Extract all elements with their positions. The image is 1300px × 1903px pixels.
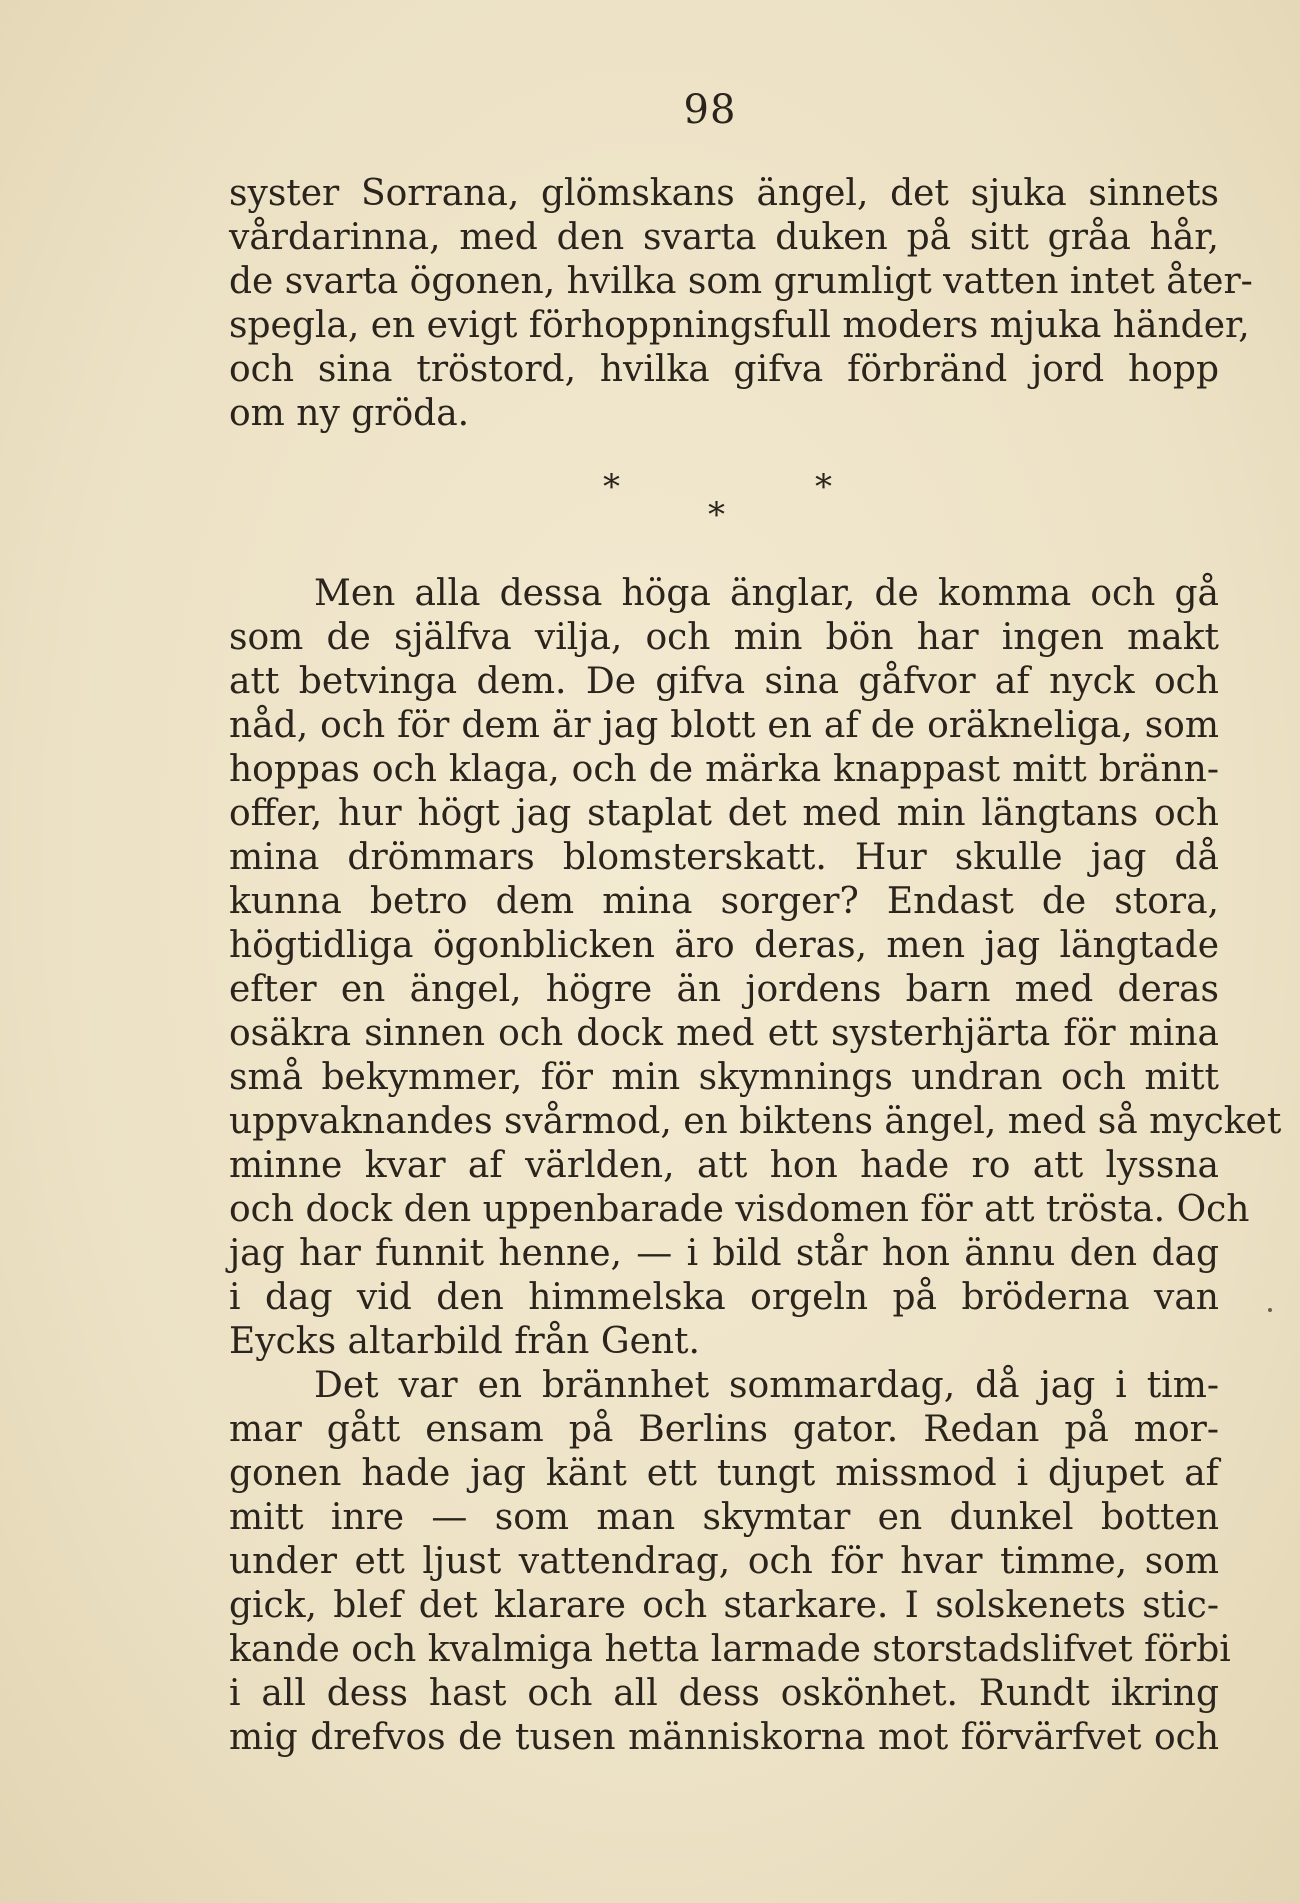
text-line: spegla, en evigt förhoppningsfull moders mjuka händer,	[229, 305, 1250, 346]
asterisk-ornament: *	[708, 495, 725, 535]
text-line: mar gått ensam på Berlins gator. Redan på mor-	[229, 1409, 1219, 1450]
text-line: osäkra sinnen och dock med ett systerhjärta för mina	[229, 1013, 1219, 1054]
text-line: att betvinga dem. De gifva sina gåfvor af nyck och	[229, 661, 1219, 702]
text-line: kunna betro dem mina sorger? Endast de stora,	[229, 881, 1219, 922]
asterisk-ornament: *	[603, 467, 620, 507]
text-line: mitt inre — som man skymtar en dunkel botten	[229, 1497, 1219, 1538]
text-line: i dag vid den himmelska orgeln på bröderna van	[229, 1277, 1219, 1318]
text-line: som de själfva vilja, och min bön har ingen makt	[229, 617, 1219, 658]
text-line: efter en ängel, högre än jordens barn med deras	[229, 969, 1219, 1010]
text-line: Men alla dessa höga änglar, de komma och gå	[314, 573, 1219, 614]
text-line: gick, blef det klarare och starkare. I solskenets stic-	[229, 1585, 1219, 1626]
text-line: mina drömmars blomsterskatt. Hur skulle jag då	[229, 837, 1219, 878]
text-line: om ny gröda.	[229, 393, 470, 434]
text-line: hoppas och klaga, och de märka knappast mitt bränn-	[229, 749, 1219, 790]
text-line: under ett ljust vattendrag, och för hvar timme, som	[229, 1541, 1219, 1582]
text-line: gonen hade jag känt ett tungt missmod i djupet af	[229, 1453, 1219, 1494]
text-line: uppvaknandes svårmod, en biktens ängel, med så mycket	[229, 1101, 1282, 1142]
text-line: syster Sorrana, glömskans ängel, det sjuka sinnets	[229, 173, 1219, 214]
text-line: och dock den uppenbarade visdomen för att trösta. Och	[229, 1189, 1250, 1230]
text-line: Det var en brännhet sommardag, då jag i tim-	[314, 1365, 1219, 1406]
asterisk-ornament: *	[815, 467, 832, 507]
text-line: offer, hur högt jag staplat det med min längtans och	[229, 793, 1219, 834]
paragraph-two-and-three	[229, 572, 1282, 1760]
text-line: och sina tröstord, hvilka gifva förbränd jord hopp	[229, 349, 1219, 390]
text-line: minne kvar af världen, att hon hade ro att lyssna	[229, 1145, 1219, 1186]
text-line: i all dess hast och all dess oskönhet. Rundt ikring	[229, 1673, 1219, 1714]
page-number: 98	[683, 87, 737, 133]
margin-speck	[1268, 1308, 1272, 1312]
paragraph-one	[229, 172, 1253, 436]
text-line: mig drefvos de tusen människorna mot förvärfvet och	[229, 1717, 1219, 1758]
text-line: de svarta ögonen, hvilka som grumligt vatten intet åter-	[229, 261, 1253, 302]
text-line: jag har funnit henne, — i bild står hon ännu den dag	[229, 1233, 1219, 1274]
text-line: Eycks altarbild från Gent.	[229, 1321, 700, 1362]
text-line: små bekymmer, för min skymnings undran och mitt	[229, 1057, 1219, 1098]
text-line: nåd, och för dem är jag blott en af de oräkneliga, som	[229, 705, 1219, 746]
text-line: kande och kvalmiga hetta larmade storstadslifvet förbi	[229, 1629, 1231, 1670]
text-line: högtidliga ögonblicken äro deras, men jag längtade	[229, 925, 1219, 966]
text-line: vårdarinna, med den svarta duken på sitt gråa hår,	[229, 217, 1219, 258]
